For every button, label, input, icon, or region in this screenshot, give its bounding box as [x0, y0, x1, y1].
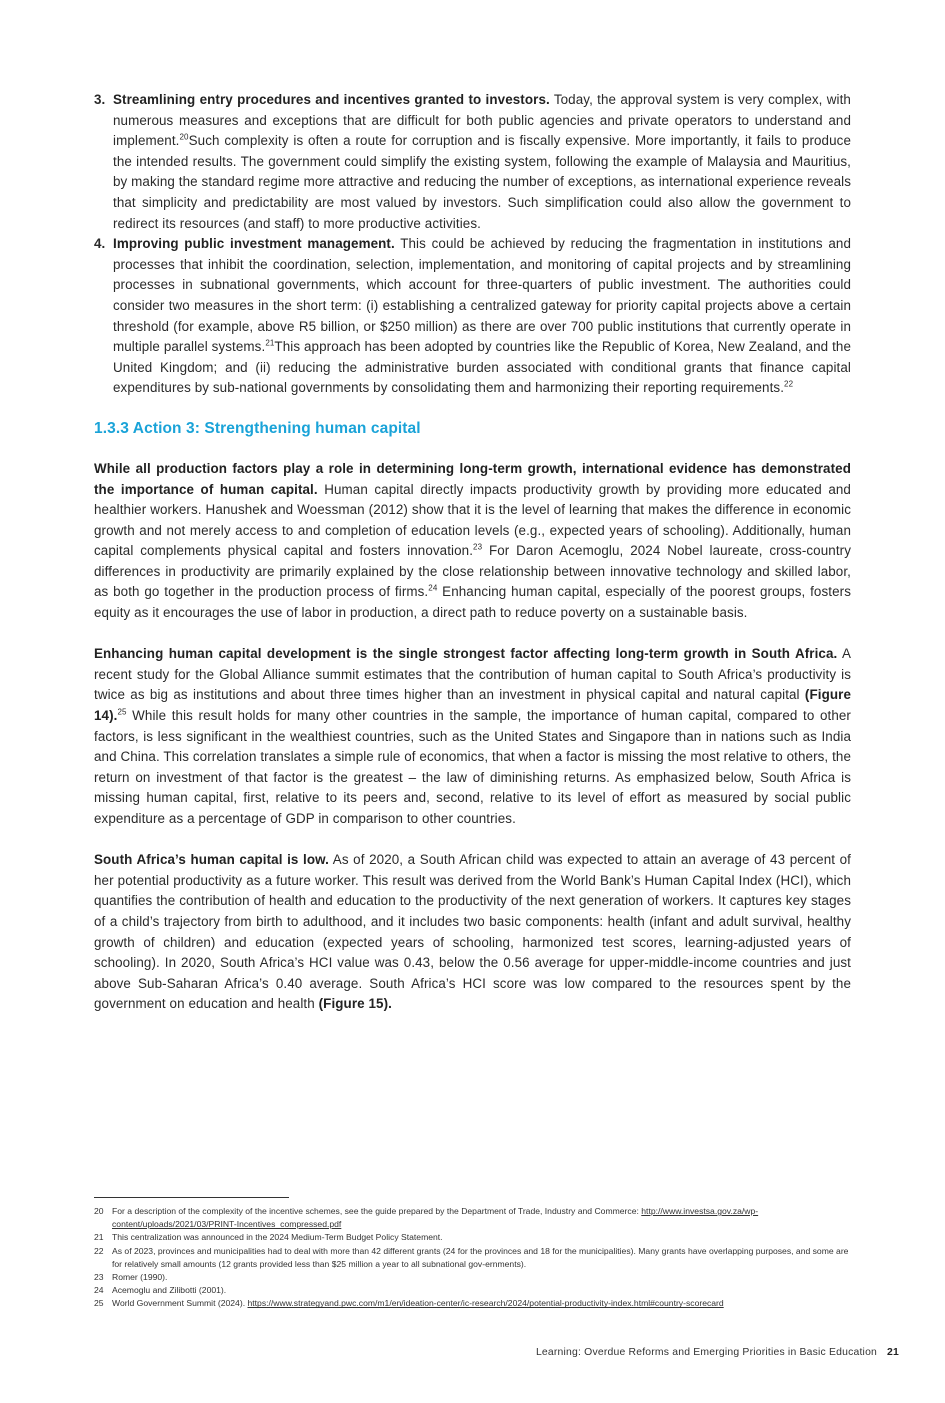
footnote-ref-20[interactable]: 20 [179, 132, 189, 142]
page-body [94, 90, 851, 1036]
paragraph-text: Human capital directly impacts productivity growth by providing more educated and healthier workers. Hanushek and Woessman (2012) show that it is the level of learning that makes the difference in economic growth and not merely access to and completion of education levels (e.g., expected years of schooling). Additionally, human capital complements physical capital and fosters innovation. [94, 481, 851, 559]
reform-item-3 [94, 90, 851, 234]
footnote-number: 25 [94, 1298, 104, 1309]
footnote-number: 24 [94, 1285, 104, 1296]
reform-text: This approach has been adopted by countries like the Republic of Korea, New Zealand, and the United Kingdom; and (ii) reducing the administrative burden associated with conditional grants that finance capital expenditures by sub-national governments by consolidating them and harmonizing their reporting requirements. [113, 339, 852, 396]
footnote-ref-22[interactable]: 22 [784, 379, 794, 389]
reform-title: Improving public investment management. [113, 236, 395, 252]
paragraph-lead: While all production factors play a role in determining long-term growth, international evidence has demonstrated the importance of human capital. [94, 460, 851, 497]
paragraph-lead: Enhancing human capital development is the single strongest factor affecting long-term growth in South Africa. [94, 646, 838, 662]
footnote-20 [94, 1205, 851, 1231]
paragraph-text: Enhancing human capital, especially of the poorest groups, fosters equity as it encourages the use of labor in production, a direct path to reduce poverty on a sustainable basis. [94, 584, 851, 621]
paragraph-lead: South Africa’s human capital is low. [94, 852, 329, 868]
footnote-24 [94, 1284, 851, 1297]
paragraph-hci-low [94, 850, 851, 1015]
footnote-23 [94, 1271, 851, 1284]
reform-text: Such complexity is often a route for corruption and is fiscally expensive. More importantly, it fails to produce the intended results. The government could simplify the existing system, following the example of Malaysia and Mauritius, by making the standard regime more attractive and reducing the number of exceptions, as international experience reveals that simplicity and predictability are most valued by investors. Such simplification could also allow the government to redirect its resources (and staff) to more productive activities. [113, 133, 851, 231]
footnote-text: As of 2023, provinces and municipalities had to deal with more than 42 different grants (24 for the provinces and 18 for the municipalities). Many grants have overlapping purposes, and some are for relatively small amounts (12 grants provided less than $25 million a year to all subnational gov-ernments). [112, 1245, 849, 1269]
paragraph-strongest-factor [94, 644, 851, 829]
page-footer [536, 1347, 899, 1358]
footnote-22 [94, 1245, 851, 1271]
footer-title: Learning: Overdue Reforms and Emerging Priorities in Basic Education [535, 1347, 878, 1358]
footnote-21 [94, 1231, 851, 1244]
page-number: 21 [887, 1347, 899, 1358]
reform-text: This could be achieved by reducing the fragmentation in institutions and processes that inhibit the coordination, selection, implementation, and monitoring of capital projects and by streamlining processes in subnational governments, which account for three-quarters of public investment. The authorities could consider two measures in the short term: (i) establishing a centralized gateway for priority capital projects above a certain threshold (for example, above R5 billion, or $250 million) as there are over 700 public institutions that currently operate in multiple parallel systems. [113, 236, 851, 355]
reform-text: Today, the approval system is very complex, with numerous measures and exceptions that are difficult for both public agencies and private operators to understand and implement. [113, 92, 851, 149]
paragraph-text: A recent study for the Global Alliance summit estimates that the contribution of human capital to South Africa’s productivity is twice as big as institutions and about three times higher than an investment in physical capital and natural capital [94, 646, 851, 703]
reform-list [94, 90, 851, 399]
footnote-25 [94, 1297, 851, 1310]
footnote-number: 20 [94, 1206, 104, 1216]
footnote-number: 22 [94, 1245, 104, 1256]
section-heading: 1.3.3 Action 3: Strengthening human capital [94, 419, 421, 437]
reform-item-4 [94, 234, 851, 399]
list-number: 3. [94, 92, 106, 107]
footnote-text: World Government Summit (2024). [112, 1298, 248, 1309]
footnote-number: 21 [94, 1232, 104, 1243]
footnote-text: Romer (1990). [112, 1272, 168, 1283]
paragraph-text: While this result holds for many other countries in the sample, the importance of human capital, compared to other factors, is less significant in the wealthiest countries, such as the United States and Singapore than in nations such as India and China. This correlation translates a simple rule of economics, that when a factor is missing the most relative to others, the return on investment of that factor is the greatest – the law of diminishing returns. As emphasized below, South Africa is missing human capital, first, relative to its peers and, second, relative to its level of effort as measured by social public expenditure as a percentage of GDP in comparison to other countries. [94, 708, 851, 826]
footnote-text: Acemoglu and Zilibotti (2001). [112, 1285, 227, 1296]
footnote-link-strategyand[interactable]: https://www.strategyand.pwc.com/m1/en/ideation-center/ic-research/2024/potential-productivity-index.html#country-scorecard [247, 1298, 724, 1309]
footnote-ref-23[interactable]: 23 [473, 542, 483, 552]
figure-reference-14[interactable]: (Figure 14). [94, 687, 851, 724]
paragraph-importance-human-capital [94, 459, 851, 624]
footnote-number: 23 [94, 1272, 104, 1283]
reform-title: Streamlining entry procedures and incentives granted to investors. [113, 92, 550, 107]
footnote-ref-21[interactable]: 21 [265, 338, 275, 348]
list-number: 4. [94, 236, 106, 252]
figure-reference-15[interactable]: (Figure 15). [318, 996, 392, 1012]
paragraph-text: As of 2020, a South African child was expected to attain an average of 43 percent of her potential productivity as a future worker. This result was derived from the World Bank’s Human Capital Index (HCI), which quantifies the contribution of health and education to the productivity of the next generation of workers. It captures key stages of a child’s trajectory from birth to adulthood, and it includes two basic components: health (infant and adult survival, healthy growth of children) and education (expected years of schooling, harmonized test scores, learning-adjusted years of schooling). In 2020, South Africa’s HCI value was 0.43, below the 0.56 average for upper-middle-income countries and just above Sub-Saharan Africa’s 0.40 average. South Africa’s HCI score was low compared to the resources spent by the government on education and health [94, 852, 851, 1012]
footnote-link-investsa[interactable]: http://www.investsa.gov.za/wp-content/uploads/2021/03/PRINT-Incentives_compressed.pdf [112, 1206, 759, 1230]
footnote-ref-25[interactable]: 25 [117, 707, 127, 717]
paragraph-text: For Daron Acemoglu, 2024 Nobel laureate, cross-country differences in productivity are primarily explained by the close relationship between innovative technology and skilled labor, as both go together in the production process of firms. [94, 543, 851, 600]
footnotes [94, 1205, 851, 1311]
footnote-text: This centralization was announced in the 2024 Medium-Term Budget Policy Statement. [112, 1232, 443, 1243]
footnote-ref-24[interactable]: 24 [428, 584, 438, 593]
footnote-text: For a description of the complexity of the incentive schemes, see the guide prepared by the Department of Trade, Industry and Commerce: [112, 1206, 642, 1216]
footnote-divider [94, 1197, 289, 1198]
